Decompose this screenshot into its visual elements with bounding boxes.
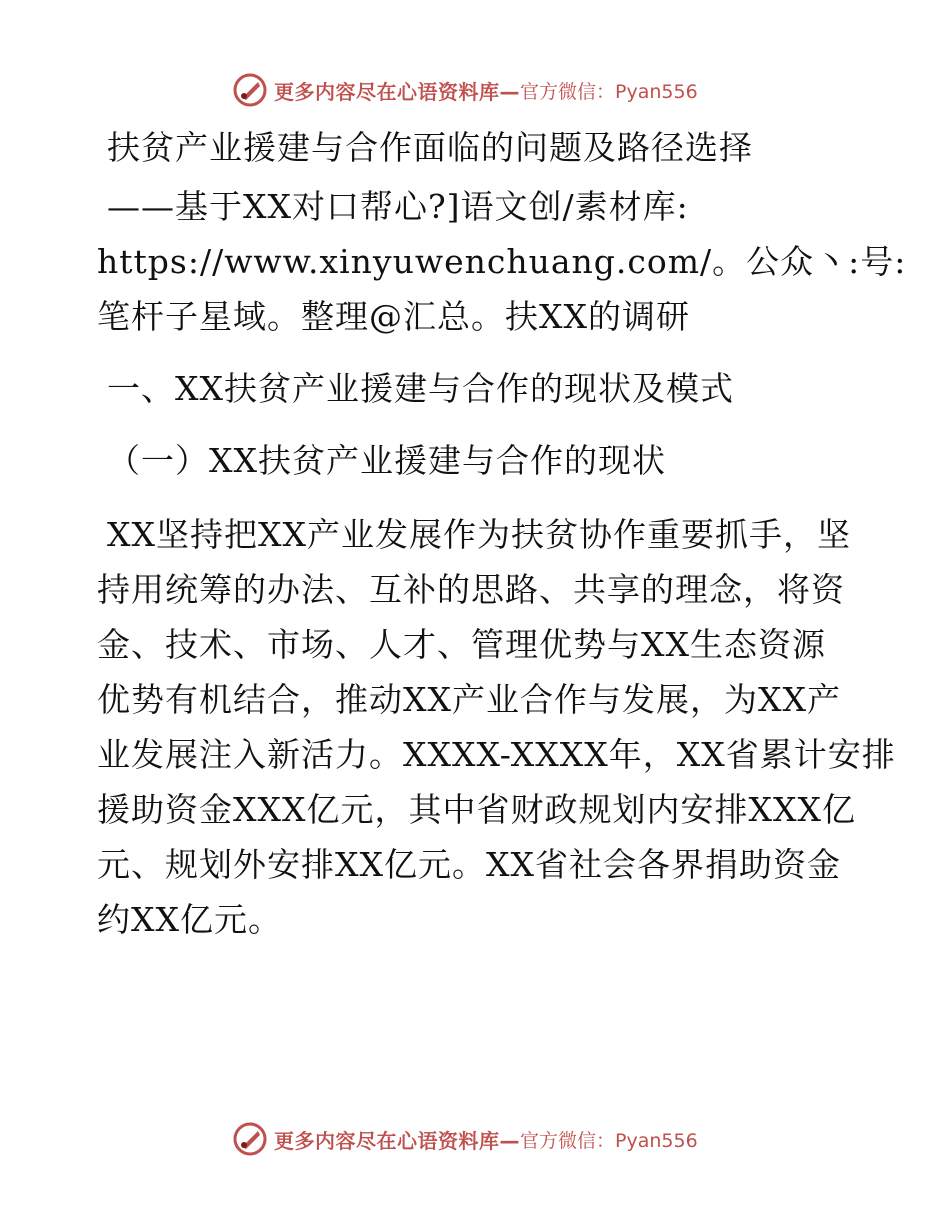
subtitle-line: 笔杆子星域。整理@汇总。扶XX的调研: [97, 297, 690, 336]
watermark-text: 更多内容尽在心语资料库—: [274, 1128, 520, 1153]
paragraph-line: 业发展注入新活力。XXXX-XXXX年，XX省累计安排: [97, 735, 896, 774]
paragraph-line: 元、规划外安排XX亿元。XX省社会各界捐助资金: [97, 845, 841, 884]
watermark-wechat: 官方微信：Pyan556: [520, 80, 698, 103]
subtitle-line: https://www.xinyuwenchuang.com/。公众丶:号:: [97, 242, 907, 281]
quill-logo-icon: [232, 1121, 268, 1157]
document-subtitle: [97, 179, 907, 344]
document-body: [97, 120, 907, 947]
paragraph-line: 援助资金XXX亿元，其中省财政规划内安排XXX亿: [97, 790, 856, 829]
section-heading: 一、XX扶贫产业援建与合作的现状及模式: [107, 369, 734, 408]
paragraph-line: XX坚持把XX产业发展作为扶贫协作重要抓手，坚: [107, 515, 851, 554]
header-watermark: [232, 70, 732, 110]
subsection-heading: （一）XX扶贫产业援建与合作的现状: [107, 441, 666, 480]
quill-logo-icon: [232, 72, 268, 108]
footer-watermark: [232, 1119, 732, 1159]
body-paragraph: [97, 507, 896, 947]
document-title: 扶贫产业援建与合作面临的问题及路径选择: [107, 128, 753, 167]
paragraph-line: 持用统筹的办法、互补的思路、共享的理念，将资: [97, 570, 845, 609]
paragraph-line: 约XX亿元。: [97, 900, 282, 939]
watermark-wechat: 官方微信：Pyan556: [520, 1129, 698, 1152]
paragraph-line: 优势有机结合，推动XX产业合作与发展，为XX产: [97, 680, 841, 719]
subtitle-line: ——基于XX对口帮心?]语文创/素材库:: [107, 187, 689, 226]
paragraph-line: 金、技术、市场、人才、管理优势与XX生态资源: [97, 625, 826, 664]
watermark-text: 更多内容尽在心语资料库—: [274, 79, 520, 104]
